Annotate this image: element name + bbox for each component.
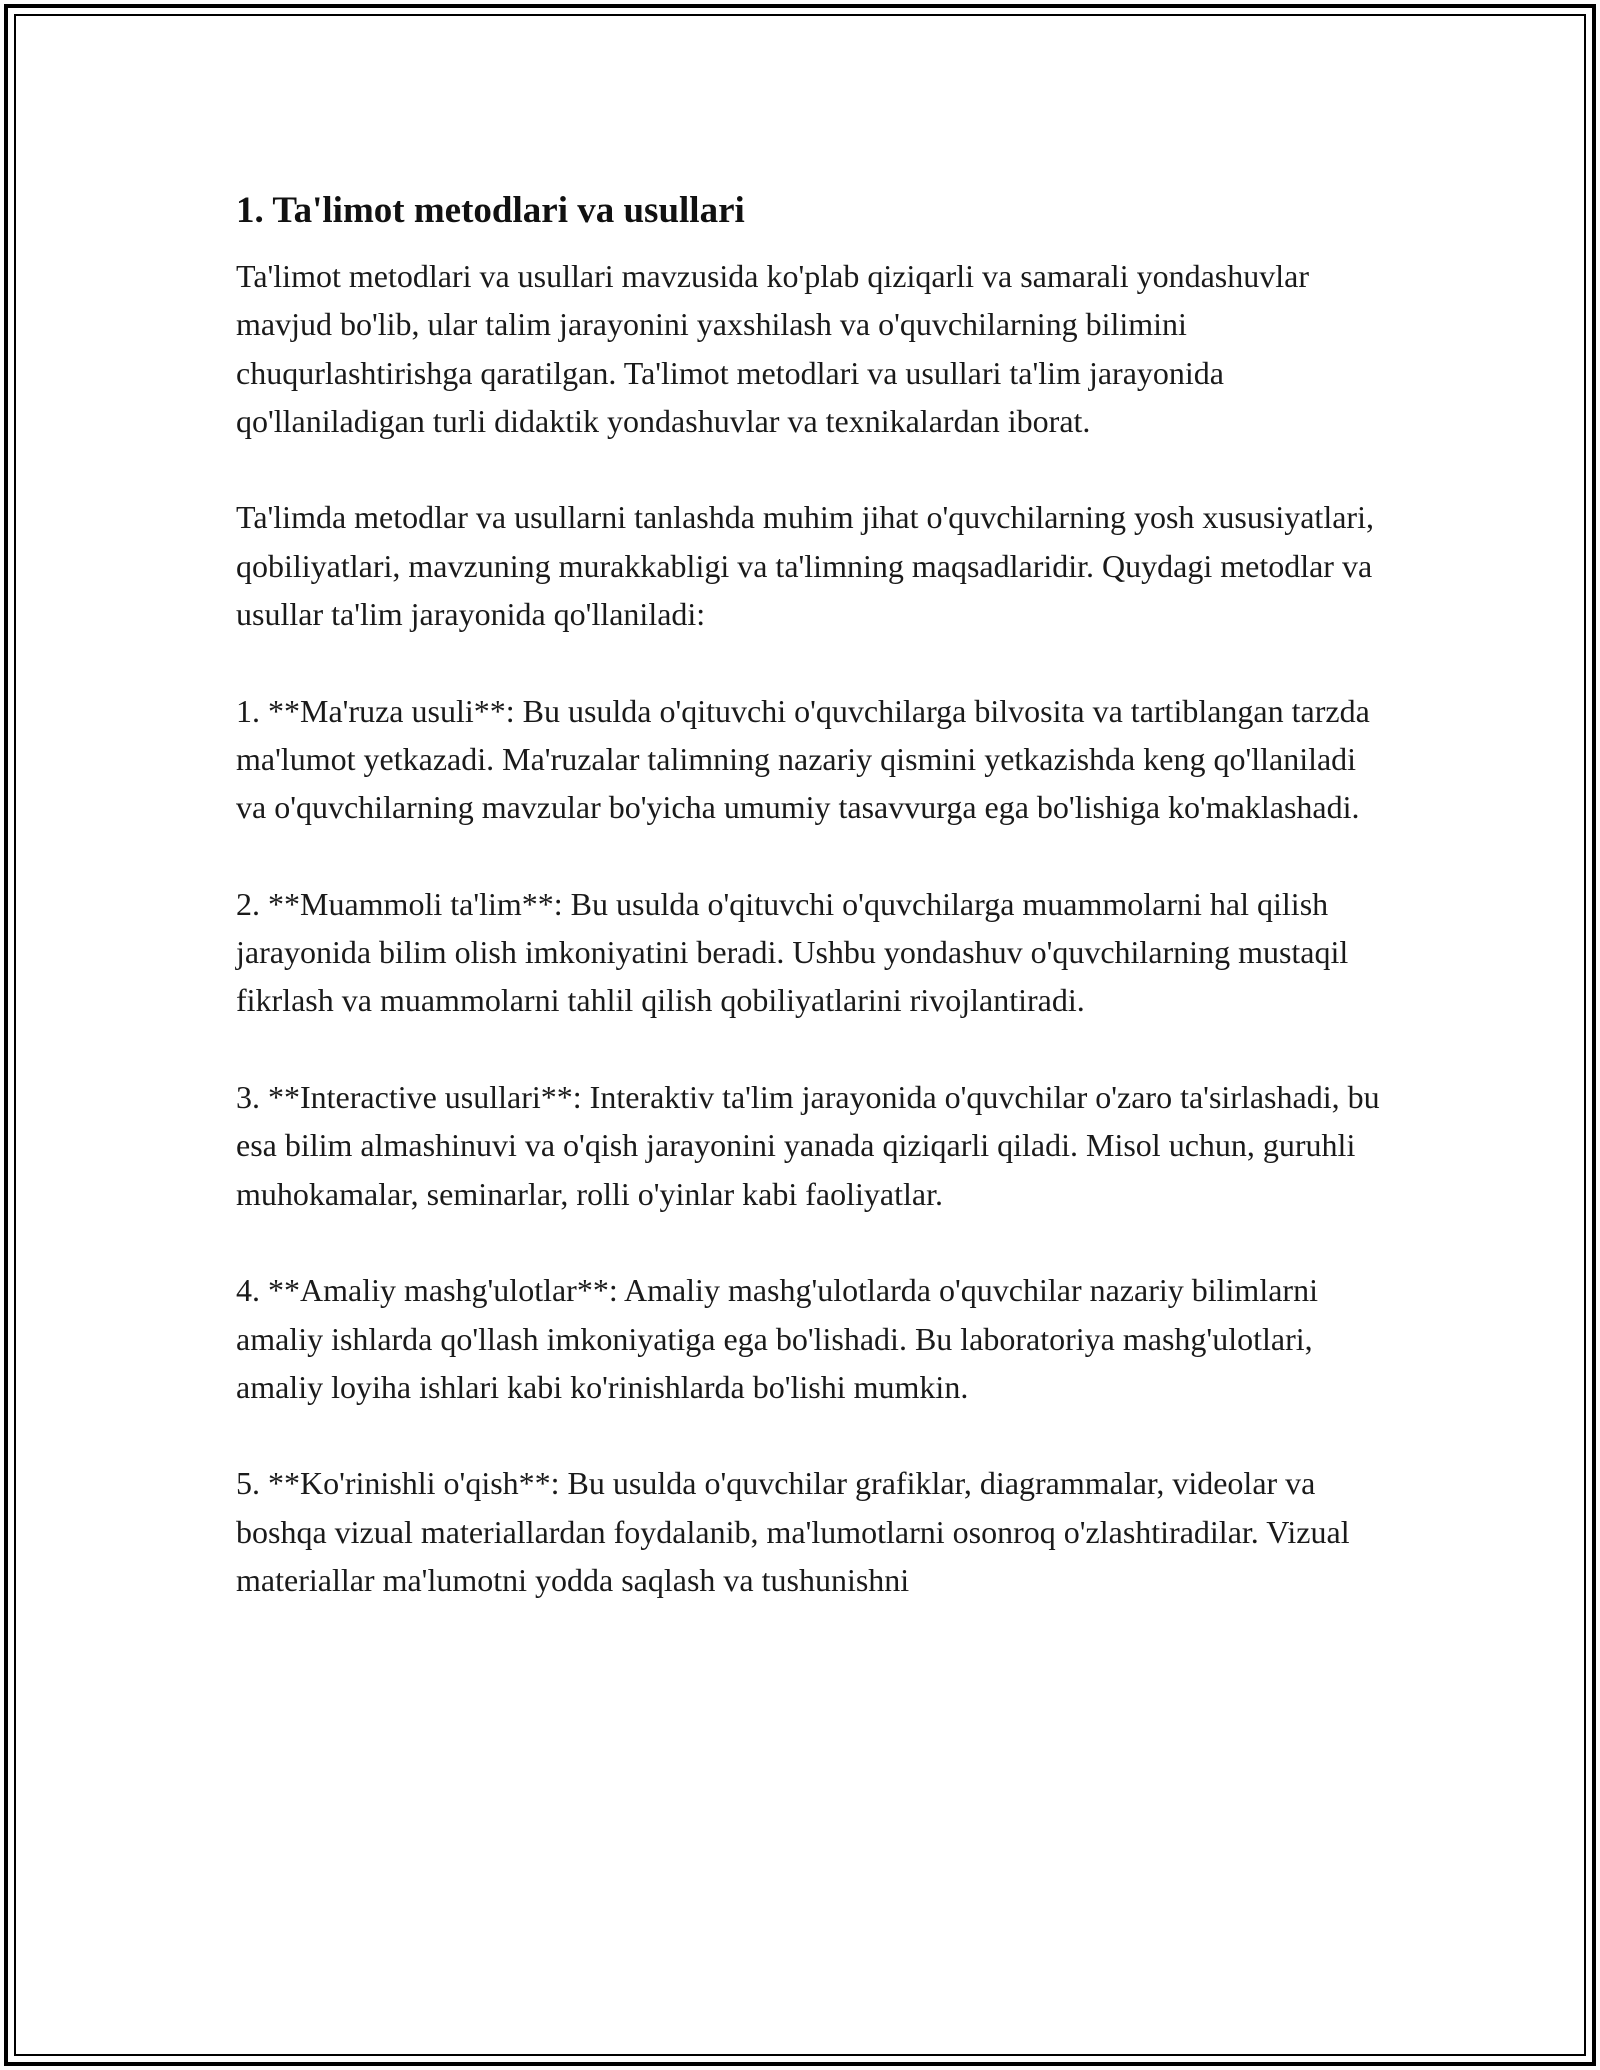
paragraph-interactive-methods: 3. **Interactive usullari**: Interaktiv ta'lim jarayonida o'quvchilar o'zaro ta'sirlashadi, bu esa bilim almashinuvi va o'qish jarayonini yanada qiziqarli qiladi. Misol uchun, guruhli muhokamalar, seminarlar, rolli o'yinlar kabi faoliyatlar. <box>236 1079 1380 1212</box>
paragraph-visual-learning: 5. **Ko'rinishli o'qish**: Bu usulda o'quvchilar grafiklar, diagrammalar, videolar va boshqa vizual materiallardan foydalanib, ma'lumotlarni osonroq o'zlashtiradilar. Vizual materiallar ma'lumotni yodda saqlash va tushunishni <box>236 1465 1350 1599</box>
section-heading: 1. Ta'limot metodlari va usullari <box>236 190 745 231</box>
paragraph-practical-lessons: 4. **Amaliy mashg'ulotlar**: Amaliy mashg'ulotlarda o'quvchilar nazariy bilimlarni amaliy ishlarda qo'llash imkoniyatiga ega bo'lishadi. Bu laboratoriya mashg'ulotlari, amaliy loyiha ishlari kabi ko'rinishlarda bo'lishi mumkin. <box>236 1272 1318 1405</box>
paragraph-problem-learning: 2. **Muammoli ta'lim**: Bu usulda o'qituvchi o'quvchilarga muammolarni hal qilish jarayonida bilim olish imkoniyatini beradi. Ushbu yondashuv o'quvchilarning mustaqil fikrlash va muammolarni tahlil qilish qobiliyatlarini rivojlantiradi. <box>236 885 1349 1019</box>
paragraph-lecture-method: 1. **Ma'ruza usuli**: Bu usulda o'qituvchi o'quvchilarga bilvosita va tartiblangan tarzda ma'lumot yetkazadi. Ma'ruzalar talimning nazariy qismini yetkazishda keng qo'llaniladi va o'quvchilarning mavzular bo'yicha umumiy tasavvurga ega bo'lishiga ko'maklashadi. <box>236 692 1370 826</box>
paragraph-intro: Ta'limot metodlari va usullari mavzusida ko'plab qiziqarli va samarali yondashuvlar mavjud bo'lib, ular talim jarayonini yaxshilash va o'quvchilarning bilimini chuqurlashtirishga qaratilgan. Ta'limot metodlari va usullari ta'lim jarayonida qo'llaniladigan turli didaktik yondashuvlar va texnikalardan iborat. <box>236 258 1309 439</box>
paragraph-method-selection: Ta'limda metodlar va usullarni tanlashda muhim jihat o'quvchilarning yosh xususiyatlari, qobiliyatlari, mavzuning murakkabligi va ta'limning maqsadlaridir. Quydagi metodlar va usullar ta'lim jarayonida qo'llaniladi: <box>236 499 1374 633</box>
document-body <box>236 186 1386 1653</box>
